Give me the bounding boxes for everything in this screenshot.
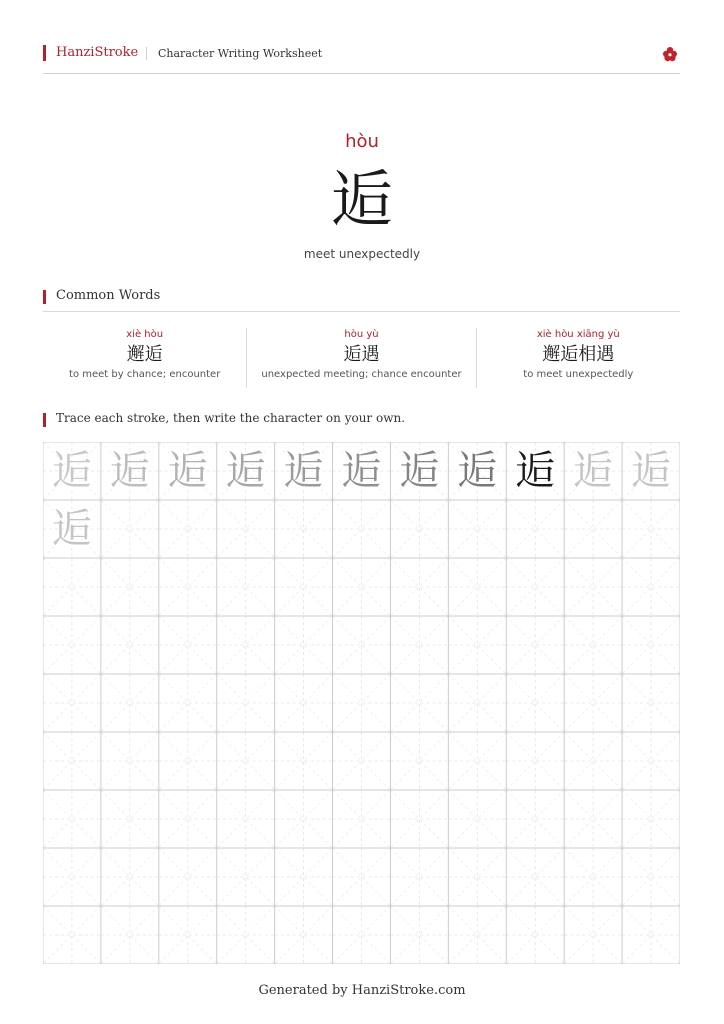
brand-name[interactable]: HanziStroke xyxy=(56,45,139,60)
word-hanzi: 邂逅相遇 xyxy=(542,344,615,365)
stroke-cell[interactable] xyxy=(506,442,564,500)
stroke-cell[interactable] xyxy=(159,442,217,500)
character-meaning: meet unexpectedly xyxy=(303,247,421,261)
flower-icon xyxy=(662,46,678,62)
worksheet-subtitle: Character Writing Worksheet xyxy=(158,47,323,60)
stroke-cell[interactable] xyxy=(43,500,101,558)
stroke-cell[interactable] xyxy=(564,442,622,500)
character-pinyin: hòu xyxy=(345,131,379,152)
stroke-cell[interactable] xyxy=(448,442,506,500)
stroke-step-glyph: 逅 xyxy=(457,448,498,494)
word-meaning: to meet unexpectedly xyxy=(523,369,634,380)
worksheet-header xyxy=(43,44,680,74)
stroke-cell[interactable] xyxy=(622,442,680,500)
word-item xyxy=(476,328,680,388)
stroke-step-glyph: 逅 xyxy=(52,448,92,494)
stroke-step-glyph: 逅 xyxy=(341,448,382,494)
trace-instruction: Trace each stroke, then write the character on your own. xyxy=(43,411,405,425)
stroke-step-glyph: 逅 xyxy=(515,448,556,494)
word-pinyin: xiè hòu xyxy=(126,329,164,340)
stroke-step-glyph: 逅 xyxy=(109,448,150,494)
word-meaning: unexpected meeting; chance encounter xyxy=(261,369,462,380)
grid-lines xyxy=(43,442,680,964)
stroke-cell[interactable] xyxy=(390,442,448,500)
stroke-cell[interactable] xyxy=(333,442,391,500)
word-pinyin: hòu yù xyxy=(344,329,379,340)
stroke-step-glyph: 逅 xyxy=(283,448,324,494)
accent-bar xyxy=(43,45,46,61)
trace-glyph: 逅 xyxy=(631,448,672,494)
trace-glyph: 逅 xyxy=(573,448,614,494)
common-words-list xyxy=(43,328,680,388)
header-separator xyxy=(146,47,147,60)
character-hanzi: 逅 xyxy=(330,163,393,236)
stroke-step-glyph: 逅 xyxy=(167,448,208,494)
section-divider xyxy=(43,311,680,312)
word-hanzi: 邂逅 xyxy=(126,344,163,365)
stroke-step-glyph: 逅 xyxy=(225,448,266,494)
word-meaning: to meet by chance; encounter xyxy=(69,369,221,380)
footer-credit: Generated by HanziStroke.com xyxy=(258,983,466,998)
word-item xyxy=(43,328,246,388)
common-words-heading: Common Words xyxy=(43,288,160,303)
practice-grid[interactable] xyxy=(43,442,680,964)
stroke-cell[interactable] xyxy=(217,442,275,500)
stroke-cell[interactable] xyxy=(275,442,333,500)
stroke-cell[interactable] xyxy=(43,442,101,500)
stroke-step-glyph: 逅 xyxy=(399,448,440,494)
word-item xyxy=(246,328,475,388)
word-pinyin: xiè hòu xiāng yù xyxy=(536,329,620,340)
stroke-cell[interactable] xyxy=(101,442,159,500)
trace-glyph: 逅 xyxy=(52,506,92,552)
word-hanzi: 逅遇 xyxy=(343,344,380,365)
